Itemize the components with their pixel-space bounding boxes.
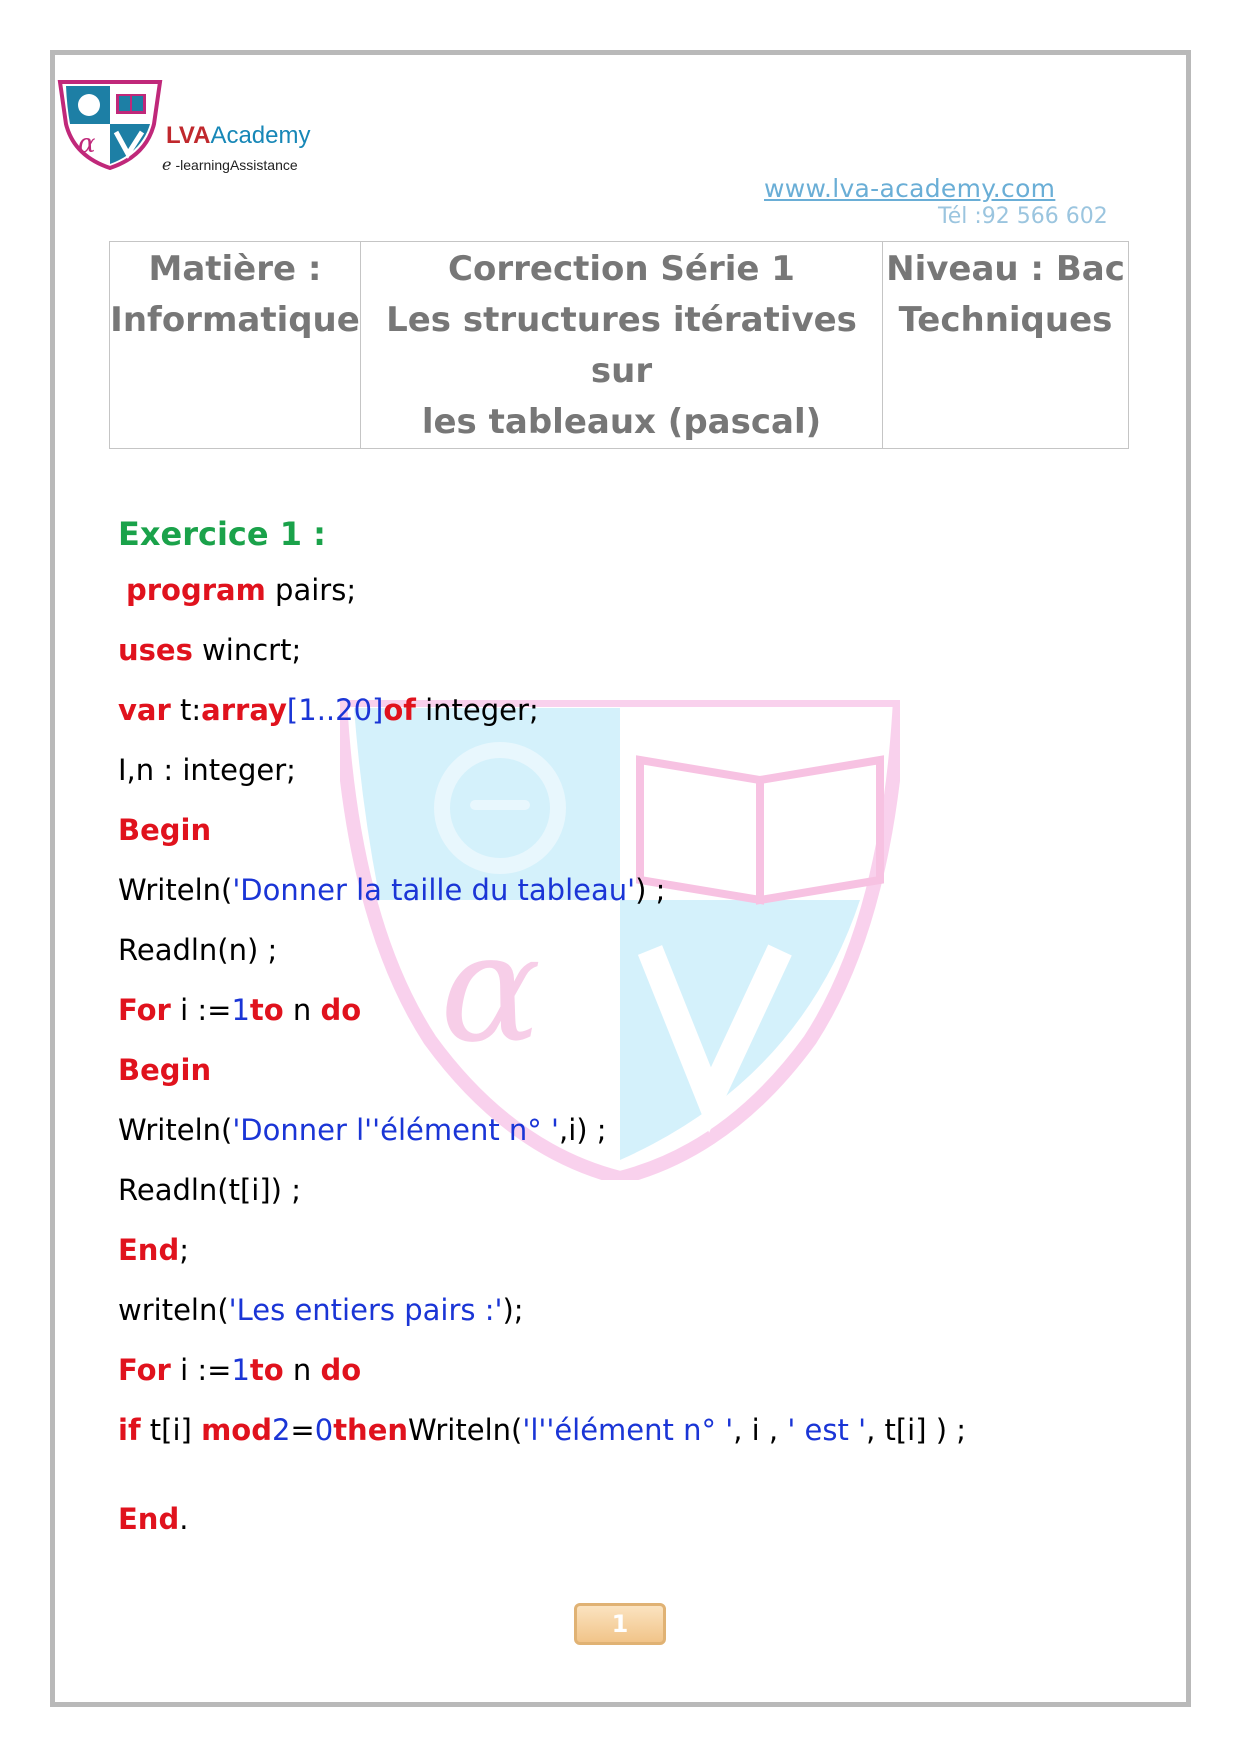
code-keyword: do: [320, 1353, 362, 1387]
phone-number: Tél :92 566 602: [938, 204, 1108, 229]
code-literal: 'Donner l''élément n° ': [232, 1113, 559, 1147]
code-text: ,i) ;: [559, 1113, 607, 1147]
code-line: [118, 1293, 524, 1327]
level-cell: Niveau : Bac Techniques: [883, 242, 1129, 449]
code-text: t[i]: [140, 1413, 202, 1447]
code-text: );: [502, 1293, 524, 1327]
code-line: [118, 1233, 189, 1267]
code-keyword: then: [333, 1413, 409, 1447]
code-line: [118, 1353, 361, 1387]
code-keyword: program: [126, 573, 266, 607]
code-keyword: array: [201, 693, 287, 727]
code-literal: [: [286, 693, 299, 727]
code-text: , t[i] ) ;: [866, 1413, 967, 1447]
code-text: integer;: [415, 693, 539, 727]
code-line: [126, 573, 356, 607]
code-keyword: do: [320, 993, 362, 1027]
exercise-title: Exercice 1 :: [118, 515, 326, 553]
code-line: [118, 753, 296, 787]
code-literal: 1: [298, 693, 317, 727]
code-text: wincrt;: [192, 633, 302, 667]
code-text: n: [283, 1353, 321, 1387]
code-literal: ..: [316, 693, 336, 727]
code-keyword: to: [249, 993, 284, 1027]
code-text: i :=: [170, 993, 232, 1027]
code-line: [118, 933, 277, 967]
code-line: [118, 873, 665, 907]
code-line: [118, 633, 301, 667]
code-keyword: Begin: [118, 813, 212, 847]
brand-tagline: e -learningAssistance: [162, 155, 298, 174]
code-text: Readln(n) ;: [118, 933, 278, 967]
watermark-logo: [340, 700, 900, 1180]
svg-text:α: α: [440, 902, 542, 1076]
code-keyword: mod: [201, 1413, 272, 1447]
code-text: Readln(t[i]) ;: [118, 1173, 301, 1207]
code-keyword: if: [118, 1413, 141, 1447]
code-text: writeln(: [118, 1293, 229, 1327]
code-keyword: Begin: [118, 1053, 212, 1087]
code-line: [118, 993, 361, 1027]
code-keyword: var: [118, 693, 171, 727]
code-text: =: [290, 1413, 315, 1447]
lva-academy-logo: [56, 78, 164, 170]
code-keyword: End: [118, 1233, 180, 1267]
code-keyword: to: [249, 1353, 284, 1387]
code-text: , i ,: [733, 1413, 788, 1447]
code-line: [118, 1173, 301, 1207]
code-keyword: For: [118, 1353, 171, 1387]
code-literal: 'Les entiers pairs :': [228, 1293, 503, 1327]
brand-name: LVAAcademy: [166, 122, 311, 149]
code-line: [118, 1113, 607, 1147]
code-line: [118, 1053, 211, 1087]
code-keyword: of: [383, 693, 416, 727]
code-keyword: End: [118, 1502, 180, 1536]
code-literal: 1: [231, 993, 250, 1027]
code-literal: ' est ': [787, 1413, 867, 1447]
code-text: ) ;: [635, 873, 666, 907]
code-literal: 20: [335, 693, 373, 727]
code-literal: 'Donner la taille du tableau': [232, 873, 636, 907]
subject-cell: Matière : Informatique: [110, 242, 361, 449]
code-text: .: [179, 1502, 189, 1536]
code-line: [118, 693, 539, 727]
code-text: t:: [170, 693, 202, 727]
document-title-cell: Correction Série 1 Les structures itératives sur les tableaux (pascal): [361, 242, 883, 449]
code-literal: ]: [372, 693, 384, 727]
page-number: 1: [574, 1603, 666, 1645]
code-text: I,n : integer;: [118, 753, 296, 787]
website-link[interactable]: www.lva-academy.com: [764, 174, 1056, 203]
code-literal: 0: [314, 1413, 334, 1447]
code-literal: 2: [271, 1413, 291, 1447]
code-literal: 1: [231, 1353, 250, 1387]
svg-text:α: α: [78, 129, 96, 159]
code-text: Writeln(: [118, 1113, 233, 1147]
code-literal: 'l''élément n° ': [522, 1413, 734, 1447]
code-keyword: For: [118, 993, 171, 1027]
code-text: pairs;: [265, 573, 357, 607]
code-text: i :=: [170, 1353, 232, 1387]
code-text: ;: [179, 1233, 189, 1267]
code-text: Writeln(: [408, 1413, 523, 1447]
course-info-table: [109, 241, 1129, 449]
code-line: [118, 813, 211, 847]
code-line: [118, 1502, 188, 1536]
code-text: Writeln(: [118, 873, 233, 907]
code-keyword: uses: [118, 633, 193, 667]
code-text: n: [283, 993, 321, 1027]
code-line: [118, 1413, 966, 1447]
